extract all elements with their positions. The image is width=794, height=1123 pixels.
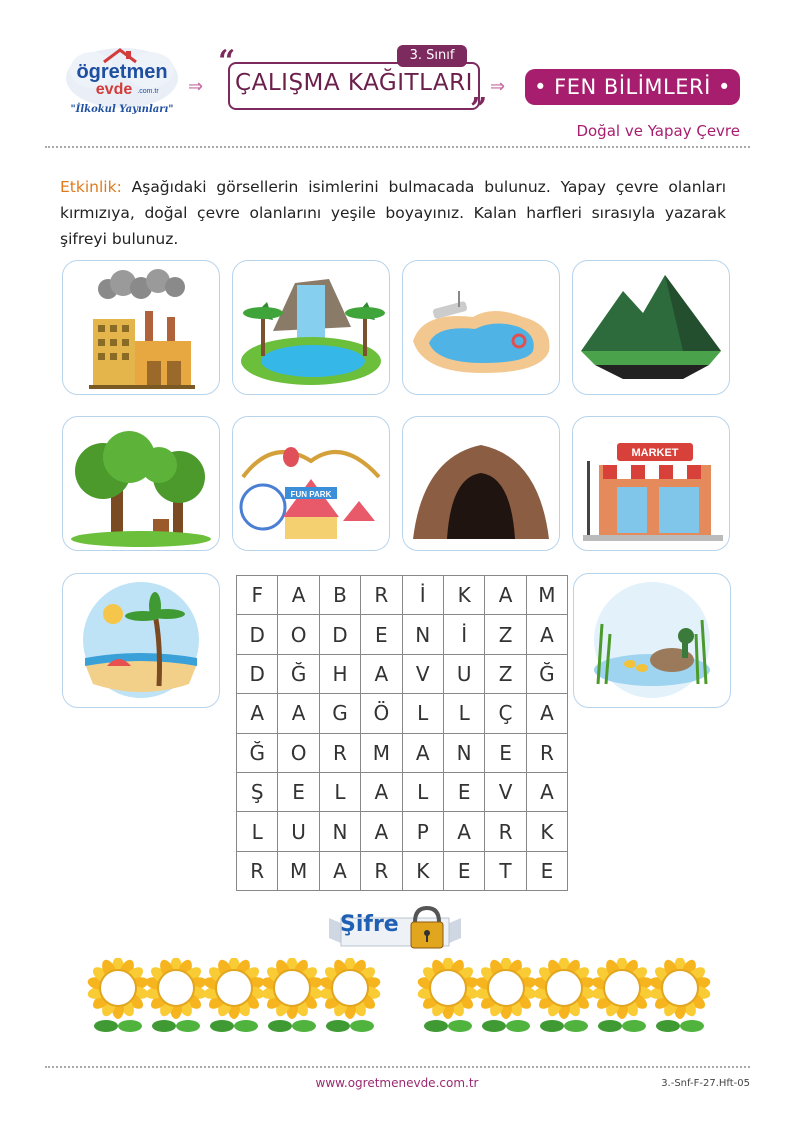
grid-cell[interactable]: A [526,615,567,654]
grid-cell[interactable]: V [402,654,443,693]
logo-tagline: "İlkokul Yayınları" [70,104,174,115]
grid-cell[interactable]: M [361,733,402,772]
password-label: Şifre [340,912,399,937]
grid-cell[interactable]: E [361,615,402,654]
grid-cell[interactable]: O [278,733,319,772]
grid-cell[interactable]: A [361,812,402,851]
grid-cell[interactable]: İ [443,615,484,654]
answer-flowers [80,958,720,1038]
grid-cell[interactable]: Ğ [237,733,278,772]
grid-cell[interactable]: M [278,851,319,890]
grid-cell[interactable]: K [443,576,484,615]
grid-cell[interactable]: R [361,851,402,890]
close-quote: ” [470,92,488,127]
grid-cell[interactable]: Ğ [278,654,319,693]
grid-cell[interactable]: K [526,812,567,851]
grid-cell[interactable]: N [443,733,484,772]
footer-divider [45,1066,750,1068]
grid-cell[interactable]: Ç [485,694,526,733]
card-pool [402,260,560,395]
answer-flower[interactable] [648,958,711,1032]
grid-cell[interactable]: P [402,812,443,851]
grid-cell[interactable]: D [237,615,278,654]
factory-icon [63,261,219,394]
grid-cell[interactable]: A [237,694,278,733]
open-quote: “ [218,44,236,79]
grid-cell[interactable]: G [319,694,360,733]
grid-cell[interactable]: E [443,772,484,811]
grid-cell[interactable]: L [402,772,443,811]
answer-flower[interactable] [416,958,479,1032]
grid-cell[interactable]: L [237,812,278,851]
grid-cell[interactable]: N [402,615,443,654]
subject-pill: • FEN BİLİMLERİ • [525,69,740,105]
grid-cell[interactable]: R [237,851,278,890]
grid-cell[interactable]: U [443,654,484,693]
grid-cell[interactable]: K [402,851,443,890]
grid-cell[interactable]: A [443,812,484,851]
mountain-icon [573,261,729,394]
activity-instructions [60,174,726,252]
answer-flower[interactable] [202,958,265,1032]
padlock-icon [411,908,443,948]
grid-cell[interactable]: V [485,772,526,811]
grid-cell[interactable]: A [526,694,567,733]
grid-cell[interactable]: A [485,576,526,615]
arrow-right-icon: ⇒ [490,76,506,97]
word-search-grid [236,575,568,891]
grid-row [237,733,568,772]
answer-flower[interactable] [590,958,653,1032]
card-lake [573,573,731,708]
publisher-logo [62,42,182,122]
activity-label: Etkinlik: [60,178,122,196]
beach-icon [63,574,219,707]
grid-cell[interactable]: A [278,576,319,615]
grid-cell[interactable]: L [319,772,360,811]
footer-code: 3.-Snf-F-27.Hft-05 [661,1078,750,1089]
grid-cell[interactable]: H [319,654,360,693]
grid-cell[interactable]: Z [485,654,526,693]
answer-flower[interactable] [86,958,149,1032]
grid-cell[interactable]: A [319,851,360,890]
grid-cell[interactable]: A [402,733,443,772]
answer-flower[interactable] [532,958,595,1032]
header-divider [45,146,750,148]
grid-cell[interactable]: Z [485,615,526,654]
card-market [572,416,730,551]
answer-flower[interactable] [318,958,381,1032]
topic-title: Doğal ve Yapay Çevre [576,122,740,140]
grid-cell[interactable]: İ [402,576,443,615]
card-mountain [572,260,730,395]
answer-flower[interactable] [474,958,537,1032]
grid-cell[interactable]: F [237,576,278,615]
waterfall-icon [233,261,389,394]
forest-icon [63,417,219,550]
grid-cell[interactable]: E [485,733,526,772]
card-forest [62,416,220,551]
card-factory [62,260,220,395]
grid-cell[interactable]: E [443,851,484,890]
grid-cell[interactable]: R [485,812,526,851]
grid-row [237,576,568,615]
grid-row [237,772,568,811]
grid-cell[interactable]: R [361,576,402,615]
grid-cell[interactable]: R [319,733,360,772]
grid-cell[interactable]: R [526,733,567,772]
grid-cell[interactable]: D [237,654,278,693]
grid-row [237,654,568,693]
card-waterfall [232,260,390,395]
grid-cell[interactable]: O [278,615,319,654]
funpark-sign: FUN PARK [290,490,332,499]
grid-row [237,851,568,890]
grid-cell[interactable]: A [361,772,402,811]
logo-word-ogretmen: ögretmen [76,61,168,83]
grid-cell[interactable]: A [526,772,567,811]
market-icon [573,417,729,550]
card-beach [62,573,220,708]
pool-icon [403,261,559,394]
footer-url[interactable]: www.ogretmenevde.com.tr [315,1076,479,1090]
market-sign: MARKET [631,447,679,459]
answer-flower[interactable] [260,958,323,1032]
card-funpark [232,416,390,551]
grid-cell[interactable]: L [443,694,484,733]
grid-row [237,694,568,733]
grid-cell[interactable]: T [485,851,526,890]
grid-cell[interactable]: A [278,694,319,733]
funpark-icon [233,417,389,550]
grid-cell[interactable]: M [526,576,567,615]
grid-cell[interactable]: L [402,694,443,733]
grid-cell[interactable]: D [319,615,360,654]
card-cave [402,416,560,551]
grid-cell[interactable]: Ö [361,694,402,733]
logo-word-evde: evde [95,81,133,98]
grid-cell[interactable]: B [319,576,360,615]
grid-cell[interactable]: E [278,772,319,811]
grid-cell[interactable]: N [319,812,360,851]
worksheet-title: ÇALIŞMA KAĞITLARI [235,70,473,96]
cave-icon [403,417,559,550]
grid-cell[interactable]: Ğ [526,654,567,693]
grid-cell[interactable]: U [278,812,319,851]
answer-flower[interactable] [144,958,207,1032]
lake-duck-icon [574,574,730,707]
logo-domain: .com.tr [137,88,159,95]
grid-cell[interactable]: E [526,851,567,890]
grid-cell[interactable]: Ş [237,772,278,811]
grade-badge: 3. Sınıf [397,45,467,67]
grid-cell[interactable]: A [361,654,402,693]
grid-row [237,615,568,654]
arrow-right-icon: ⇒ [188,76,204,97]
grid-row [237,812,568,851]
activity-text: Aşağıdaki görsellerin isimlerini bulmacada bulunuz. Yapay çevre olanları kırmızıya, doğal çevre olanlarını yeşile boyayınız. Kalan harfleri sırasıyla yazarak şifreyi bulunuz. [60,178,726,248]
